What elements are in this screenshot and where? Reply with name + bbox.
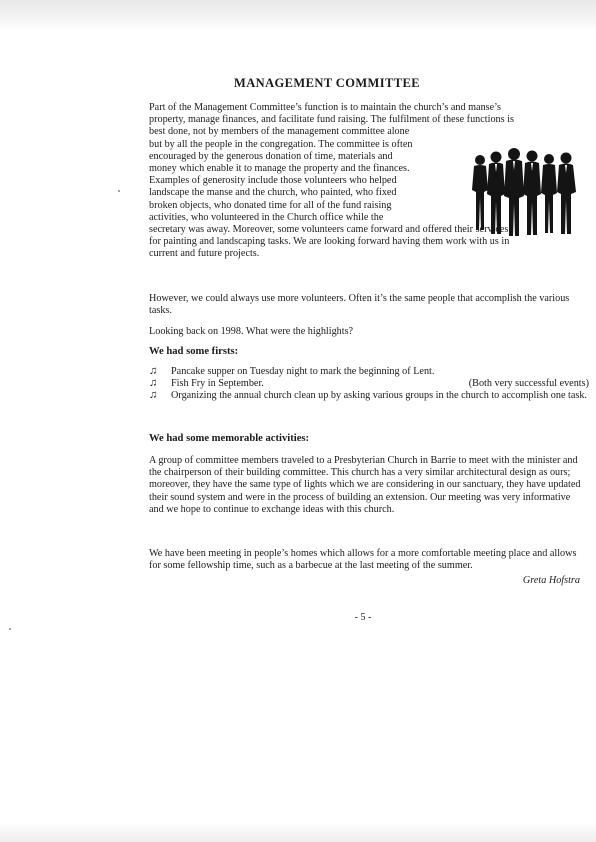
intro-line: broken objects, who donated time for all of the fund raising	[149, 199, 392, 211]
intro-line: money which enable it to manage the property and the finances.	[149, 163, 410, 175]
paragraph-highlights: Looking back on 1998. What were the highlights?	[149, 326, 354, 337]
scan-shadow-bottom	[0, 822, 596, 842]
list-item	[149, 366, 589, 378]
paragraph-meetings: We have been meeting in people’s homes which allows for a more comfortable meeting place and allows for some fellowship time, such as a barbecue at the last meeting of the summer.	[149, 548, 577, 572]
paragraph-barrie-visit: A group of committee members traveled to a Presbyterian Church in Barrie to meet with the minister and the chairperson of their building committee. This church has a very similar architectural design as ours; moreover, they have the same type of lights which we are considering in our sanctuary, they have updated their sound system and were in the process of building an extension. Our meeting was very informative and we hope to continue to exchange ideas with this church.	[149, 455, 581, 515]
scan-speck	[9, 628, 11, 630]
intro-line: activities, who volunteered in the Church office while the	[149, 211, 384, 223]
heading-memorable: We had some memorable activities:	[149, 433, 310, 444]
intro-line: but by all the people in the congregation. The committee is often	[149, 138, 413, 150]
music-note-icon: ♫	[149, 389, 158, 402]
intro-line: current and future projects.	[149, 248, 260, 260]
signature: Greta Hofstra	[522, 575, 580, 586]
intro-line: landscape the manse and the church, who painted, who fixed	[149, 187, 397, 199]
list-item-text: Pancake supper on Tuesday night to mark the beginning of Lent.	[171, 366, 435, 377]
intro-line: encouraged by the generous donation of time, materials and	[149, 150, 393, 162]
business-people-silhouette-icon	[470, 146, 582, 238]
intro-line: best done, not by members of the management committee alone	[149, 126, 410, 138]
scan-speck	[118, 190, 120, 192]
list-item-note: (Both very successful events)	[468, 378, 589, 390]
intro-line: secretary was away. Moreover, some volunteers came forward and offered their services	[149, 224, 509, 236]
music-note-icon: ♫	[149, 365, 158, 377]
intro-line: property, manage finances, and facilitate fund raising. The fulfilment of these functions is	[149, 114, 514, 126]
paragraph-volunteers: However, we could always use more volunteers. Often it’s the same people that accomplish the various tasks.	[149, 293, 570, 317]
scan-shadow-top	[0, 0, 596, 32]
page-title: MANAGEMENT COMMITTEE	[234, 76, 420, 90]
music-note-icon: ♫	[149, 377, 158, 390]
list-item-text: Organizing the annual church clean up by asking various groups in the church to accomplish one task.	[171, 390, 587, 402]
page-number: - 5 -	[354, 612, 372, 623]
intro-line: for painting and landscaping tasks. We are looking forward having them work with us in	[149, 236, 510, 248]
heading-firsts: We had some firsts:	[149, 346, 239, 357]
list-item-text: Fish Fry in September.	[171, 378, 264, 390]
intro-line: Examples of generosity include those volunteers who helped	[149, 175, 397, 187]
intro-line: Part of the Management Committee’s function is to maintain the church’s and manse’s	[149, 102, 501, 113]
list-item	[149, 378, 589, 390]
firsts-list	[149, 366, 589, 403]
list-item	[149, 390, 589, 402]
